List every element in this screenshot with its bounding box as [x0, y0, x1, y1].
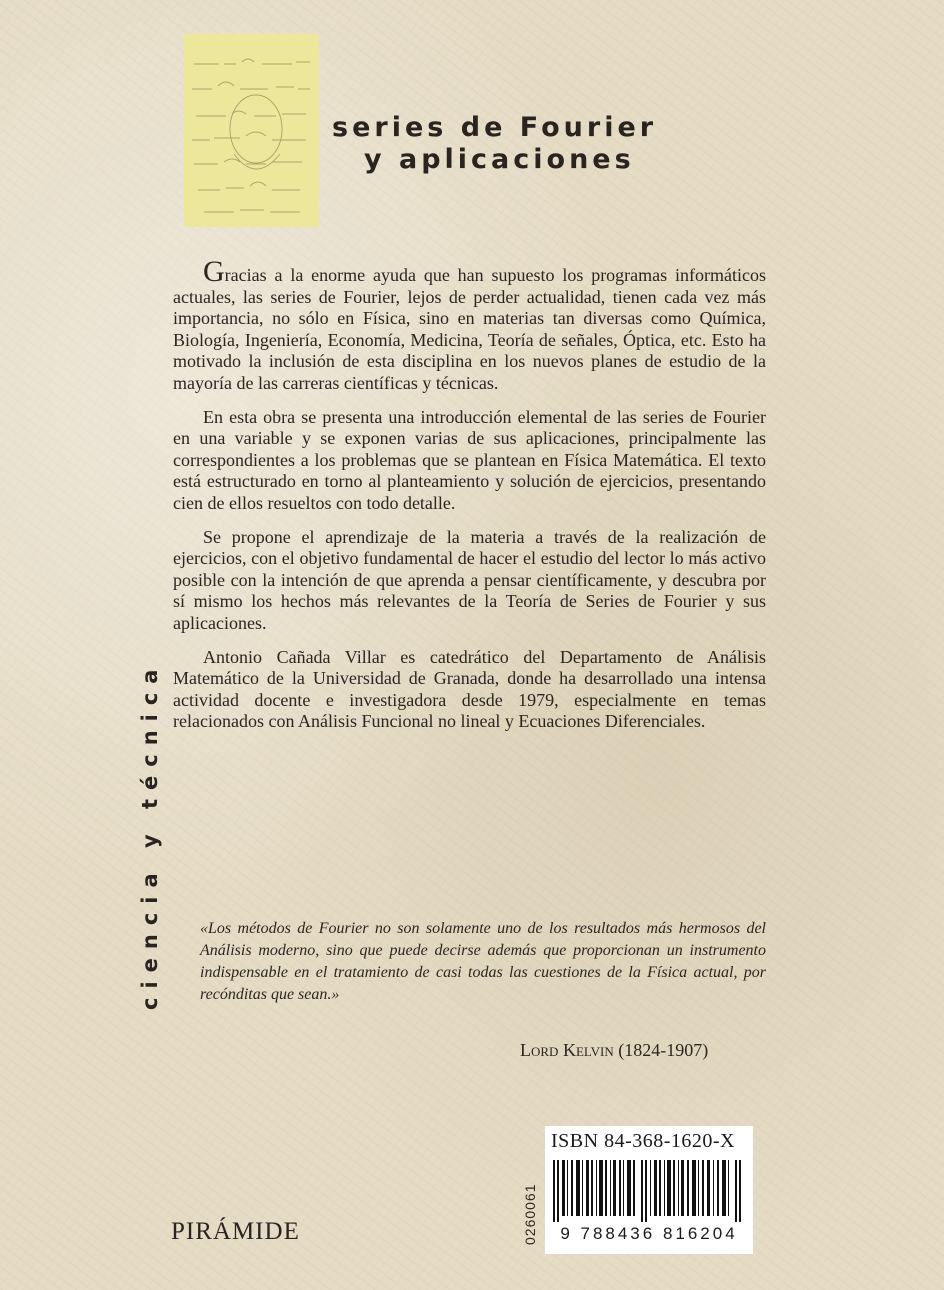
description-paragraph-1-text: racias a la enorme ayuda que han supuesto los programas informáticos actuales, las series de Fourier, lejos de perder actualidad, tienen cada vez más importancia, no sólo en Física, sino en materias tan diversas como Química, Biología, Ingeniería, Economía, Medicina, Teoría de señales, Óptica, etc. Esto ha motivado la inclusión de esta disciplina en los nuevos planes de estudio de la mayoría de las carreras científicas y técnicas. [173, 265, 766, 393]
book-title-line2: y aplicaciones [364, 144, 635, 175]
epigraph-quote: «Los métodos de Fourier no son solamente uno de los resultados más hermosos del Análisis moderno, sino que puede decirse además que proporcionan un instrumento indispensable en el tratamiento de casi todas las cuestiones de la Física actual, por recónditas que sean.» [200, 920, 766, 1003]
author-bio: Antonio Cañada Villar es catedrático del Departamento de Análisis Matemático de la Universidad de Granada, donde ha desarrollado una intensa actividad docente e investigadora desde 1979, especialmente en temas relacionados con Análisis Funcional no lineal y Ecuaciones Diferenciales. [173, 646, 766, 732]
book-title-line1: series de Fourier [332, 112, 658, 143]
product-code: 0260061 [522, 1183, 538, 1245]
quote-author: Lord Kelvin (1824-1907) [520, 1040, 709, 1060]
barcode-digits: 9 788436 816204 [560, 1224, 738, 1243]
barcode [553, 1160, 745, 1222]
isbn-barcode-block [545, 1126, 753, 1254]
isbn-number: ISBN 84-368-1620-X [551, 1130, 735, 1152]
description-paragraph-3: Se propone el aprendizaje de la materia a través de la realización de ejercicios, con el objetivo fundamental de hacer el estudio del lector lo más activo posible con la intención de que aprenda a pensar científicamente, y descubra por sí mismo los hechos más relevantes de la Teoría de Series de Fourier y sus aplicaciones. [173, 526, 766, 633]
description-paragraph-2: En esta obra se presenta una introducción elemental de las series de Fourier en una variable y se exponen varias de sus aplicaciones, principalmente las correspondientes a los problemas que se plantean en Física Matemática. El texto está estructurado en torno al planteamiento y solución de ejercicios, presentando cien de ellos resueltos con todo detalle. [173, 406, 766, 513]
book-title [332, 112, 657, 176]
drop-cap: G [203, 255, 225, 288]
series-collection-label: ciencia y técnica [138, 660, 162, 1010]
publisher-logo: PIRÁMIDE [171, 1218, 300, 1245]
description-paragraph-1 [173, 255, 766, 395]
cover-thumbnail [184, 34, 319, 227]
back-cover-description [173, 255, 766, 745]
